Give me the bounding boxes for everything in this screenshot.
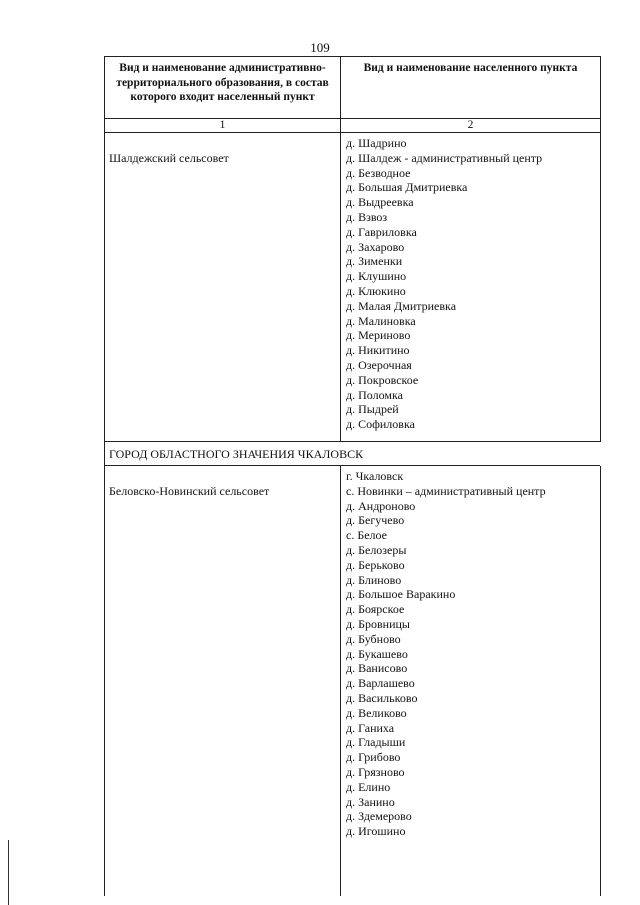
settlement-item: д. Малая Дмитриевка [346,298,457,313]
settlement-item: д. Зименки [346,254,403,269]
settlement-item: д. Клушино [346,269,407,284]
settlement-item: д. Андроново [346,498,416,513]
settlement-item: д. Бровницы [346,616,410,631]
settlement-item: д. Варлашево [346,676,415,691]
settlements-table [104,56,601,896]
settlement-item: д. Софиловка [346,417,415,432]
settlement-item: д. Великово [346,705,407,720]
section-title: ГОРОД ОБЛАСТНОГО ЗНАЧЕНИЯ ЧКАЛОВСК [109,447,364,461]
settlement-item: д. Грибово [346,750,401,765]
settlement-item: д. Мериново [346,328,411,343]
settlement-item: д. Никитино [346,343,410,358]
settlement-item: д. Взвоз [346,209,388,224]
page-number: 109 [310,40,330,55]
settlement-item: д. Большая Дмитриевка [346,180,468,195]
settlement-item: д. Здемерово [346,809,412,824]
settlement-item: д. Елино [346,779,391,794]
territory-name-shaldezh: Шалдежский сельсовет [109,151,229,165]
settlement-item: д. Белозеры [346,542,407,557]
settlement-item: д. Поломка [346,387,403,402]
settlement-item: д. Игошино [346,824,406,839]
column-number-divider [105,132,600,133]
settlement-list-shaldezh [346,136,542,432]
settlement-item: д. Озерочная [346,357,412,372]
column-divider [340,57,341,896]
settlement-item: д. Занино [346,794,395,809]
settlement-item: д. Ганиха [346,720,395,735]
header-col2: Вид и наименование населенного пункта [363,62,578,74]
settlement-item: д. Блиново [346,572,402,587]
settlement-item: с. Белое [346,528,388,543]
settlement-item: д. Шалдеж - административный центр [346,150,543,165]
settlement-item: д. Покровское [346,372,419,387]
settlement-list-belovsko-novinsky [346,469,546,839]
settlement-item: д. Захарово [346,239,405,254]
settlement-item: д. Ванисово [346,661,408,676]
territory-name-belovsko-novinsky: Беловско-Новинский сельсовет [109,484,270,498]
settlement-item: д. Пыдрей [346,402,399,417]
row-divider [105,465,600,466]
settlement-item: д. Боярское [346,602,405,617]
settlement-item: д. Бегучево [346,513,405,528]
settlement-item: д. Безводное [346,165,411,180]
settlement-item: д. Букашево [346,646,408,661]
settlement-item: д. Клюкино [346,283,406,298]
settlement-item: г. Чкаловск [346,469,404,483]
settlement-item: д. Большое Варакино [346,587,456,602]
column-number-2: 2 [467,119,474,131]
scan-margin-line [8,840,9,905]
settlement-item: д. Шадрино [346,136,407,150]
settlement-item: д. Васильково [346,690,418,705]
column-number-1: 1 [219,119,226,131]
settlement-item: д. Бубново [346,631,401,646]
settlement-item: д. Гавриловка [346,224,417,239]
settlement-item: д. Берьково [346,557,405,572]
header-col1: Вид и наименование административно-территориального образования, в состав которого входит населенный пункт [116,62,329,103]
settlement-item: д. Грязново [346,764,405,779]
settlement-item: д. Выдреевка [346,195,414,210]
settlement-item: д. Гладыши [346,735,406,750]
settlement-item: д. Малиновка [346,313,416,328]
settlement-item: с. Новинки – административный центр [346,483,546,498]
